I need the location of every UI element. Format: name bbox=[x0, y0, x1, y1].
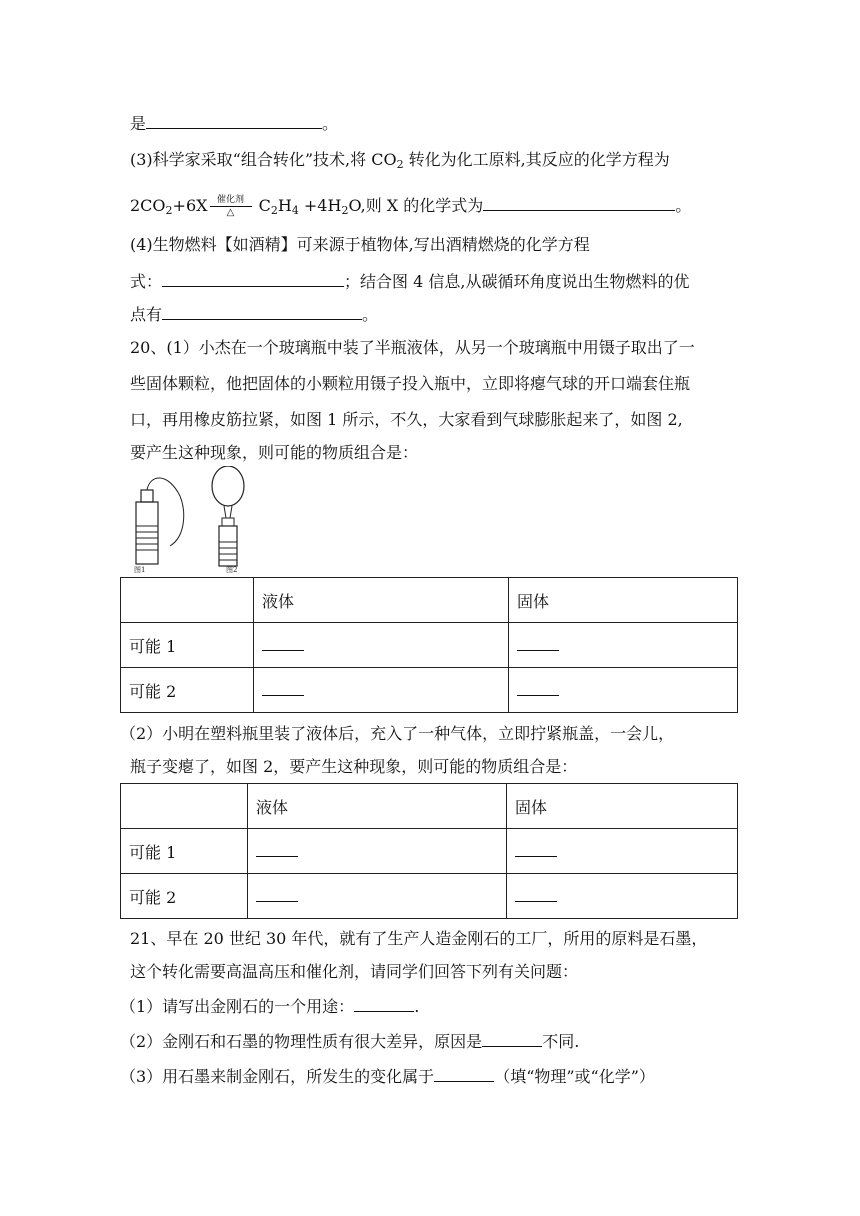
text: （填“物理”或“化学”） bbox=[494, 1067, 655, 1086]
answer-cell[interactable] bbox=[509, 668, 738, 713]
catalyst-label: 催化剂 bbox=[217, 195, 245, 205]
text: （3）用石墨来制金刚石，所发生的变化属于 bbox=[120, 1067, 435, 1086]
answer-cell[interactable] bbox=[509, 623, 738, 668]
reaction-condition bbox=[210, 195, 252, 218]
header-cell bbox=[121, 784, 248, 829]
text: 2CO bbox=[130, 196, 166, 215]
row-label: 可能 1 bbox=[121, 829, 248, 874]
question-21-2 bbox=[120, 1030, 579, 1053]
subscript: 2 bbox=[165, 204, 173, 217]
combination-table-1 bbox=[120, 577, 738, 713]
blank-line[interactable] bbox=[146, 112, 322, 129]
header-cell bbox=[121, 578, 254, 623]
chemical-equation bbox=[130, 194, 691, 222]
subscript: 4 bbox=[291, 204, 299, 217]
question-20-line1 bbox=[130, 337, 695, 359]
header-liquid: 液体 bbox=[254, 578, 509, 623]
text: (4)生物燃料【如酒精】可来源于植物体,写出酒精燃烧的化学方程 bbox=[130, 235, 590, 254]
blank-line[interactable] bbox=[256, 887, 298, 902]
question-3 bbox=[130, 149, 670, 176]
table-header-row bbox=[121, 578, 738, 623]
text: 不同. bbox=[542, 1032, 580, 1051]
bottle-balloon-figure bbox=[128, 466, 248, 574]
question-21-line1 bbox=[130, 928, 707, 950]
answer-cell[interactable] bbox=[254, 623, 509, 668]
text: 21、早在 20 世纪 30 年代，就有了生产人造金刚石的工厂，所用的原料是石墨， bbox=[130, 929, 708, 948]
blank-line[interactable] bbox=[262, 636, 304, 651]
bottle-figure-2 bbox=[212, 466, 244, 566]
text: +4H bbox=[298, 196, 342, 215]
question-20-2-line2 bbox=[130, 756, 577, 778]
row-label: 可能 2 bbox=[121, 874, 248, 919]
blank-line[interactable] bbox=[517, 636, 559, 651]
answer-cell[interactable] bbox=[254, 668, 509, 713]
answer-line-1 bbox=[130, 112, 338, 135]
question-4 bbox=[130, 234, 590, 256]
heat-symbol: △ bbox=[226, 207, 235, 218]
text: . bbox=[414, 997, 420, 1016]
figure-1-label: 图1 bbox=[134, 566, 146, 574]
table-header-row bbox=[121, 784, 738, 829]
figure-2-label: 图2 bbox=[226, 566, 238, 574]
text: 这个转化需要高温高压和催化剂，请同学们回答下列有关问题： bbox=[130, 962, 579, 981]
blank-line[interactable] bbox=[162, 303, 362, 320]
blank-line[interactable] bbox=[434, 1065, 494, 1082]
header-liquid: 液体 bbox=[248, 784, 507, 829]
question-20-line2 bbox=[130, 373, 690, 395]
table-row bbox=[121, 829, 738, 874]
answer-cell[interactable] bbox=[248, 829, 507, 874]
table-row bbox=[121, 668, 738, 713]
text: 瓶子变瘪了，如图 2，要产生这种现象，则可能的物质组合是： bbox=[130, 757, 578, 776]
text: 点有 bbox=[130, 305, 163, 324]
text: （2）金刚石和石墨的物理性质有很大差异，原因是 bbox=[120, 1032, 483, 1051]
text: O,则 X 的化学式为 bbox=[348, 196, 484, 215]
answer-cell[interactable] bbox=[248, 874, 507, 919]
text: 是 bbox=[130, 114, 147, 133]
question-21-line2 bbox=[130, 961, 578, 983]
header-solid: 固体 bbox=[507, 784, 738, 829]
blank-line[interactable] bbox=[162, 270, 344, 287]
question-4-line3 bbox=[130, 303, 378, 326]
answer-cell[interactable] bbox=[507, 874, 738, 919]
blank-line[interactable] bbox=[483, 194, 675, 211]
text: 口，再用橡皮筋拉紧，如图 1 所示，不久，大家看到气球膨胀起来了，如图 2, bbox=[130, 410, 683, 429]
row-label: 可能 2 bbox=[121, 668, 254, 713]
subscript: 2 bbox=[341, 204, 349, 217]
text: C bbox=[253, 196, 271, 215]
text: 。 bbox=[322, 114, 339, 133]
text: 20、(1）小杰在一个玻璃瓶中装了半瓶液体，从另一个玻璃瓶中用镊子取出了一 bbox=[130, 338, 695, 357]
blank-line[interactable] bbox=[482, 1030, 542, 1047]
text: ；结合图 4 信息,从碳循环角度说出生物燃料的优 bbox=[344, 272, 690, 291]
answer-cell[interactable] bbox=[507, 829, 738, 874]
blank-line[interactable] bbox=[354, 995, 414, 1012]
text: （1）请写出金刚石的一个用途： bbox=[120, 997, 355, 1016]
text: 些固体颗粒，他把固体的小颗粒用镊子投入瓶中，立即将瘪气球的开口端套住瓶 bbox=[130, 374, 691, 393]
text: H bbox=[277, 196, 292, 215]
subscript: 2 bbox=[396, 158, 404, 171]
question-20-line4 bbox=[130, 442, 418, 464]
text: 。 bbox=[362, 305, 379, 324]
blank-line[interactable] bbox=[517, 681, 559, 696]
text: （2）小明在塑料瓶里装了液体后，充入了一种气体，立即拧紧瓶盖，一会儿， bbox=[120, 724, 675, 743]
text: 式： bbox=[130, 272, 163, 291]
header-solid: 固体 bbox=[509, 578, 738, 623]
table-row bbox=[121, 623, 738, 668]
question-20-2-line1 bbox=[120, 723, 674, 745]
question-20-line3 bbox=[130, 409, 683, 431]
text: (3)科学家采取“组合转化”技术,将 CO bbox=[130, 150, 397, 169]
text: 要产生这种现象，则可能的物质组合是： bbox=[130, 443, 419, 462]
question-21-1 bbox=[120, 995, 419, 1018]
row-label: 可能 1 bbox=[121, 623, 254, 668]
combination-table-2 bbox=[120, 783, 738, 919]
text: +6X bbox=[172, 196, 208, 215]
text: 转化为化工原料,其反应的化学方程为 bbox=[403, 150, 670, 169]
question-21-3 bbox=[120, 1065, 655, 1088]
question-4-line2 bbox=[130, 270, 689, 293]
bottle-figure-1 bbox=[136, 478, 184, 564]
subscript: 2 bbox=[270, 204, 278, 217]
text: 。 bbox=[675, 196, 692, 215]
table-row bbox=[121, 874, 738, 919]
blank-line[interactable] bbox=[515, 842, 557, 857]
blank-line[interactable] bbox=[256, 842, 298, 857]
blank-line[interactable] bbox=[262, 681, 304, 696]
blank-line[interactable] bbox=[515, 887, 557, 902]
